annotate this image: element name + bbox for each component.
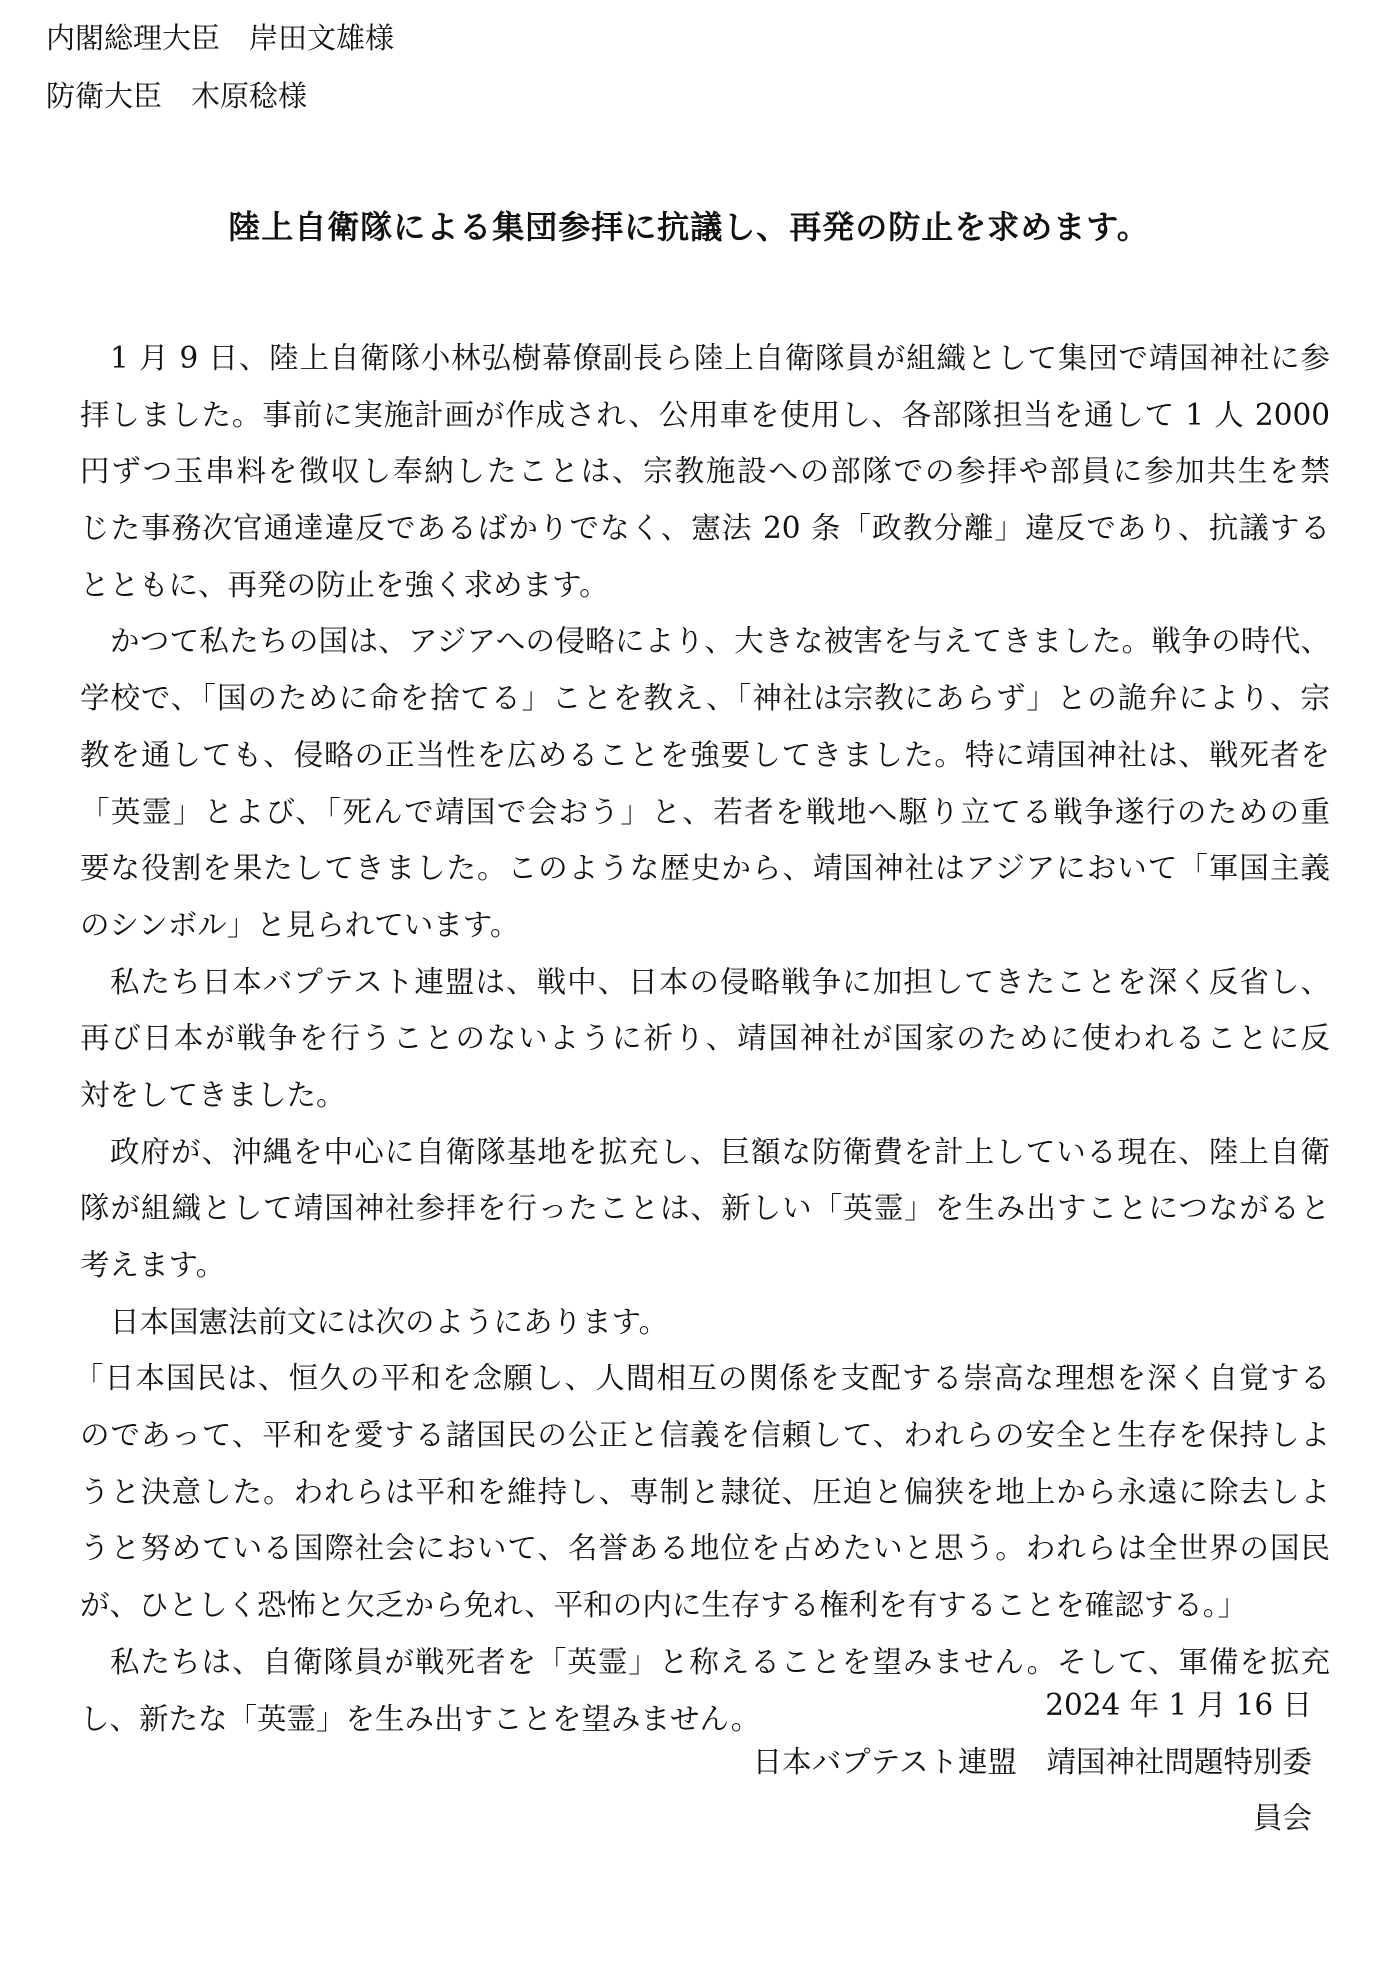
body-line: 1 月 9 日、陸上自衛隊小林弘樹幕僚副長ら陸上自衛隊員が組織として集団で靖国神社に参 [110, 341, 1330, 375]
quote-line: うと決意した。われらは平和を維持し、専制と隷従、圧迫と偏狭を地上から永遠に除去しよ [80, 1474, 1330, 1509]
quote-line: が、ひとしく恐怖と欠乏から免れ、平和の内に生存する権利を有することを確認する。」 [80, 1588, 1248, 1623]
quote-line: のであって、平和を愛する諸国民の公正と信義を信頼して、われらの安全と生存を保持しよ [80, 1418, 1330, 1453]
body-line: 拝しました。事前に実施計画が作成され、公用車を使用し、各部隊担当を通して 1 人 2000 [80, 397, 1330, 432]
quote-line: 「日本国民は、恒久の平和を念願し、人間相互の関係を支配する崇高な理想を深く自覚する [74, 1361, 1330, 1396]
body-line: 考えます。 [80, 1248, 226, 1282]
body-line: 対をしてきました。 [80, 1077, 346, 1112]
body-line: し、新たな「英霊」を生み出すことを望みません。 [80, 1701, 761, 1736]
document-date: 2024 年 1 月 16 日 [1045, 1688, 1312, 1722]
body-line: 私たちは、自衛隊員が戦死者を「英霊」と称えることを望みません。そして、軍備を拡充 [110, 1644, 1330, 1679]
body-line: 「英霊」とよび、「死んで靖国で会おう」と、若者を戦地へ駆り立てる戦争遂行のための重 [80, 794, 1330, 829]
body-line: 要な役割を果たしてきました。このような歴史から、靖国神社はアジアにおいて「軍国主義 [80, 851, 1330, 886]
body-line: じた事務次官通達違反であるばかりでなく、憲法 20 条「政教分離」違反であり、抗議する [80, 511, 1330, 546]
body-line: 私たち日本バプテスト連盟は、戦中、日本の侵略戦争に加担してきたことを深く反省し、 [110, 964, 1330, 999]
signature-line: 員会 [1252, 1801, 1312, 1835]
body-line: 円ずつ玉串料を徴収し奉納したことは、宗教施設への部隊での参拝や部員に参加共生を禁 [80, 454, 1330, 489]
document-body [74, 330, 1330, 1747]
body-line: とともに、再発の防止を強く求めます。 [80, 567, 609, 602]
body-line: かつて私たちの国は、アジアへの侵略により、大きな被害を与えてきました。戦争の時代、 [110, 624, 1330, 659]
body-line: のシンボル」と見られています。 [80, 907, 520, 942]
addressee-prime-minister: 内閣総理大臣 岸田文雄様 [46, 21, 395, 55]
signature-line: 日本バプテスト連盟 靖国神社問題特別委 [752, 1745, 1312, 1779]
body-line: 学校で、「国のために命を捨てる」ことを教え、「神社は宗教にあらず」との詭弁により、宗 [80, 681, 1330, 716]
addressee-defense-minister: 防衛大臣 木原稔様 [46, 79, 308, 113]
body-line: 教を通しても、侵略の正当性を広めることを強要してきました。特に靖国神社は、戦死者を [80, 737, 1330, 772]
document-title: 陸上自衛隊による集団参拝に抗議し、再発の防止を求めます。 [228, 208, 1150, 246]
body-line: 日本国憲法前文には次のようにあります。 [110, 1304, 669, 1339]
body-line: 政府が、沖縄を中心に自衛隊基地を拡充し、巨額な防衛費を計上している現在、陸上自衛 [110, 1134, 1330, 1169]
quote-line: うと努めている国際社会において、名誉ある地位を占めたいと思う。われらは全世界の国民 [80, 1531, 1330, 1566]
body-line: 隊が組織として靖国神社参拝を行ったことは、新しい「英霊」を生み出すことにつながると [80, 1191, 1330, 1226]
body-line: 再び日本が戦争を行うことのないように祈り、靖国神社が国家のために使われることに反 [80, 1021, 1330, 1056]
